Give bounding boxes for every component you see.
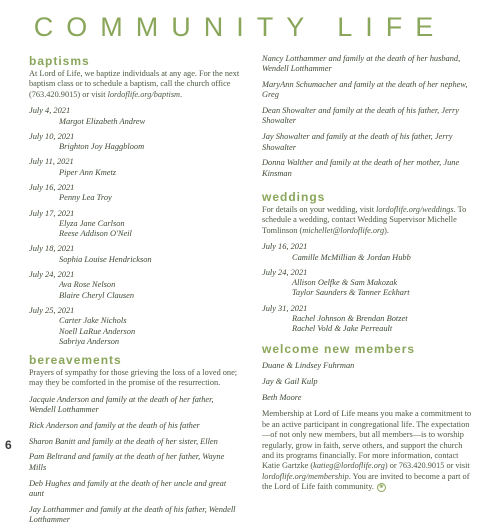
new-member-item: Jay & Gail Kulp xyxy=(262,377,318,387)
person-name: Brighton Joy Haggbloom xyxy=(59,142,145,152)
person-name: Carter Jake Nichols xyxy=(59,316,127,326)
person-name: Elyza Jane Carlson xyxy=(59,219,125,229)
wedding-list xyxy=(262,242,475,334)
event-date: July 18, 2021 xyxy=(29,244,75,254)
bereavements-heading: bereavements xyxy=(29,352,122,367)
bereavement-item: Sharon Banitt and family at the death of her sister, Ellen xyxy=(29,436,218,446)
person-name: Rachel Vold & Jake Perreault xyxy=(292,324,393,334)
weddings-link[interactable]: lordoflife.org/weddings xyxy=(376,204,454,214)
event-date: July 24, 2021 xyxy=(262,267,308,277)
person-name: Sabriya Anderson xyxy=(59,336,120,346)
date-group xyxy=(262,242,475,263)
person-name: Blaire Cheryl Clausen xyxy=(59,290,135,300)
date-group xyxy=(29,270,242,301)
date-group xyxy=(29,132,242,153)
weddings-intro: For details on your wedding, visit lordoflife.org/weddings. To schedule a wedding, contact Wedding Supervisor Michelle Tomlinson (michellet@lordoflife.org). xyxy=(262,204,467,235)
event-date: July 31, 2021 xyxy=(262,303,308,313)
event-date: July 4, 2021 xyxy=(29,106,71,116)
date-group xyxy=(29,183,242,204)
left-column xyxy=(29,55,242,531)
bereavement-item: Donna Walther and family at the death of her mother, June Kinsman xyxy=(262,158,460,178)
bereavement-item: Jay Showalter and family at the death of his father, Jerry Showalter xyxy=(262,132,453,152)
membership-email[interactable]: katieg@lordoflife.org xyxy=(313,461,385,471)
page-title: COMMUNITY LIFE xyxy=(33,12,447,42)
new-member-item: Beth Moore xyxy=(262,393,302,403)
new-member-item: Duane & Lindsey Fuhrman xyxy=(262,361,355,371)
wedding-email[interactable]: michellet@lordoflife.org xyxy=(302,225,385,235)
person-name: Piper Ann Kmetz xyxy=(59,167,117,177)
event-date: July 17, 2021 xyxy=(29,208,75,218)
date-group xyxy=(29,157,242,178)
weddings-heading: weddings xyxy=(262,189,326,204)
event-date: July 10, 2021 xyxy=(29,131,75,141)
page-number: 6 xyxy=(5,438,12,452)
person-name: Allison Oelfke & Sam Makozak xyxy=(292,278,398,288)
person-name: Margot Elizabeth Andrew xyxy=(59,116,146,126)
person-name: Camille McMillian & Jordan Hubb xyxy=(292,252,411,262)
bereavement-list-left xyxy=(29,395,242,525)
event-date: July 11, 2021 xyxy=(29,157,74,167)
bereavement-item: Deb Hughes and family at the death of her uncle and great aunt xyxy=(29,478,227,498)
person-name: Taylor Saunders & Tanner Eckhart xyxy=(292,288,410,298)
person-name: Ava Rose Nelson xyxy=(59,280,116,290)
date-group xyxy=(29,106,242,127)
baptism-link[interactable]: lordoflife.org/baptism xyxy=(107,89,181,99)
date-group xyxy=(29,244,242,265)
bereavement-item: Rick Anderson and family at the death of his father xyxy=(29,420,200,430)
baptisms-heading: baptisms xyxy=(29,54,90,68)
person-name: Rachel Johnson & Brendan Botzet xyxy=(292,314,408,324)
new-members-heading: welcome new members xyxy=(262,342,416,357)
bereavement-item: Dean Showalter and family at the death of his father, Jerry Showalter xyxy=(262,106,460,126)
person-name: Sophia Louise Hendrickson xyxy=(59,254,152,264)
person-name: Noell LaRue Anderson xyxy=(59,326,136,336)
leaf-icon: ❀ xyxy=(378,483,384,490)
event-date: July 24, 2021 xyxy=(29,270,75,280)
person-name: Penny Lea Troy xyxy=(59,193,112,203)
event-date: July 16, 2021 xyxy=(262,242,308,252)
date-group xyxy=(29,306,242,347)
person-name: Reese Addison O'Neil xyxy=(59,229,132,239)
membership-text: Membership at Lord of Life means you make a commitment to be an active participant in congregational life. The expectation—of not only new members, but all members—is to worship regularly, grow in faith, serve others, and support the church and its programs financially. For more information, contact Katie Gartzke (katieg@lordoflife.org) or 763.420.9015 or visit lordoflife.org/membership. You are invited to become a part of the Lord of Life faith community. ❀ xyxy=(262,409,472,492)
new-member-list xyxy=(262,361,475,403)
bereavement-item: Nancy Lotthammer and family at the death of her husband, Wendell Lotthammer xyxy=(262,54,461,74)
baptism-list xyxy=(29,106,242,347)
baptisms-intro: At Lord of Life, we baptize individuals at any age. For the next baptism class or to schedule a baptism, call the church office (763.420.9015) or visit lordoflife.org/baptism. xyxy=(29,69,240,99)
event-date: July 16, 2021 xyxy=(29,183,75,193)
membership-link[interactable]: lordoflife.org/membership xyxy=(262,471,349,481)
bereavements-intro: Prayers of sympathy for those grieving the loss of a loved one; may they be comforted in the promise of the resurrection. xyxy=(29,367,238,388)
bereavement-item: Jacquie Anderson and family at the death of her father, Wendell Lotthammer xyxy=(29,394,214,415)
bereavement-item: MaryAnn Schumacher and family at the death of her nephew, Greg xyxy=(262,80,468,100)
bereavement-item: Jay Lotthammer and family at the death of his father, Wendell Lotthammer xyxy=(29,504,236,524)
bereavement-list-right xyxy=(262,54,475,179)
event-date: July 25, 2021 xyxy=(29,305,75,315)
bereavement-item: Pam Beltrand and family at the death of her father, Wayne Mills xyxy=(29,452,225,472)
date-group xyxy=(262,304,475,335)
date-group xyxy=(29,209,242,240)
right-column xyxy=(262,54,475,499)
date-group xyxy=(262,268,475,299)
